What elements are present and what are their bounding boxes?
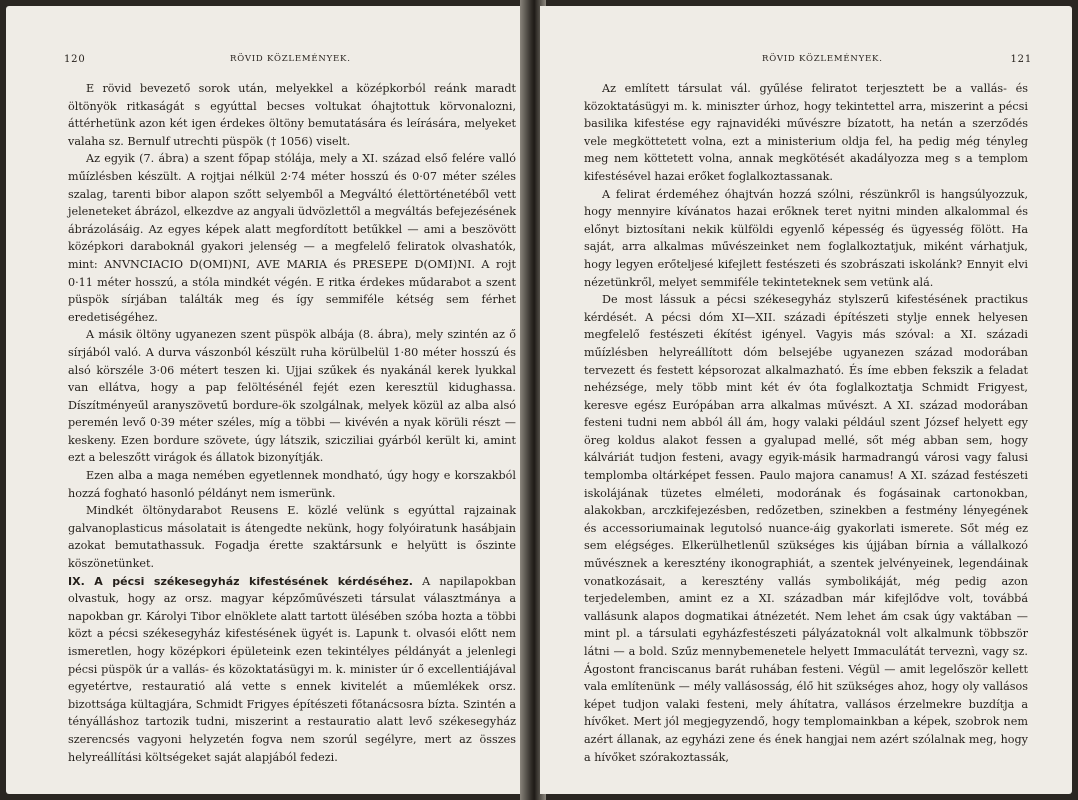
left-paragraph-2: Az egyik (7. ábra) a szent főpap stólája, mely a XI. század első felére valló műízlésben készült. A rojtjai nélkül 2·74 méter hosszú és 0·07 méter széles szalag, tarenti bibor alapon szőtt selyemből a Megváltó élettörténetéből vett jeleneteket ábrázol, elkezdve az angyali üdvözlettől a megváltás befejezésének ábrázolásáig. Az egyes képek alatt megfordított betűkkel — ami a beszövött középkori daraboknál gyakori jelenség — a megfelelő feliratok olvashatók, mint: ANVNCIACIO D(OMI)NI, AVE MARIA és PRESEPE D(OMI)NI. A rojt 0·11 méter hosszú, a stóla mindkét végén. E ritka érdekes műdarabot a szent püspök sírjában találták meg és így semmiféle kétség sem férhet eredetiségéhez. bbox=[68, 152, 517, 324]
left-page bbox=[6, 6, 526, 794]
left-page-number: 120 bbox=[64, 54, 86, 65]
right-paragraph-3: De most lássuk a pécsi székesegyház stylszerű kifestésének practikus kérdését. A pécsi dóm XI—XII. századi építészeti stylje ennek helyesen megfelelő festészeti ékítést igényel. Vagyis más szóval: a XI. századi műízlésben helyreállított dóm belsejébe ugyanezen század modorában tervezett és festett képsorozat alkalmazható. És íme ebben fekszik a feladat nehézsége, mely több mint két év óta foglalkoztatja Schmidt Frigyest, keresve egész Európában arra alkalmas művészt. A XI. század modorában festeni tudni nem abból áll ám, hogy valaki például szent József helyett egy öreg koldus alakot fessen a gyalupad mellé, sőt még abban sem, hogy kálváriát tudjon festeni, avagy egyik-másik harmadrangú városi vagy falusi templomba oltárképet fessen. Paulo majora canamus! A XI. század festészeti iskolájának tüzetes elméleti, modorának és fogásainak cartonokban, alakokban, arczkifejezésben, redőzetben, szinekben a festmény lényegének és accessoriumainak legutolsó nuance-áig gyakorlati ismerete. Sőt még ez sem elégséges. Elkerülhetlenűl szükséges kis újjában bírnia a vállalkozó művésznek a keresztény ikonographiát, a szentek jelvényeinek, legendáinak vonatkozásait, a keresztény vallás symbolikáját, még pedig azon terjedelemben, amint ez a XI. században már kifejlődve volt, továbbá vallásunk alapos dogmatikai átnézetét. Nem lehet ám csak úgy vaktában — mint pl. a társulati egyházfestészeti pályázatoknál volt alkalmunk többször látni — a bold. Szűz mennybemenetele helyett Immaculátát terveznì, vagy sz. Ágostont franciscanus barát ruhában festeni. Végül — amit legelőször kellett vala említenünk — mély vallásosság, élő hit szükséges ahoz, hogy oly vallásos képet tudjon valaki festeni, mely áhítatra, vallásos érzelmekre buzdítja a hívőket. Mert jól megjegyzendő, hogy templomainkban a képek, szobrok nem azért állanak, az egyházi zene és ének hangjai nem azért szólalnak meg, hogy a hívőket szórakoztassák, bbox=[584, 293, 1028, 764]
section-ix-paragraph bbox=[68, 573, 516, 767]
right-page-number: 121 bbox=[1010, 54, 1032, 65]
left-page-text bbox=[68, 80, 516, 766]
section-ix-title: IX. A pécsi székesegyház kifestésének kérdéséhez. bbox=[68, 574, 413, 588]
left-paragraph-4: Ezen alba a maga nemében egyetlennek mondható, úgy hogy e korszakból hozzá fogható hasonló példányt nem ismerünk. bbox=[68, 469, 516, 500]
left-running-head: RÖVID KÖZLEMÉNYEK. bbox=[230, 54, 351, 64]
right-paragraph-1: Az említett társulat vál. gyűlése feliratot terjesztett be a vallás- és közoktatásügyi m. k. miniszter úrhoz, hogy tekintettel arra, miszerint a pécsi basilika kifestése egy rajnavidéki művészre bízatott, ha netán a szerződés vele megköttetett volna, ezt a ministerium oldja fel, ha pedig még tényleg meg nem köttetett volna, annak megkötését akadályozza meg s a templom kifestésével hazai erőket foglalkoztassanak. bbox=[584, 82, 1028, 183]
left-paragraph-5: Mindkét öltönydarabot Reusens E. közlé velünk s egyúttal rajzainak galvanoplasticus másolatait is átengedte nekünk, hogy folyóiratunk hasábjain azokat bemutathassuk. Fogadja érette szaktársunk e helyütt is őszinte köszönetünket. bbox=[68, 504, 516, 571]
right-paragraph-2: A felirat érdeméhez óhajtván hozzá szólni, részünkről is hangsúlyozzuk, hogy mennyire kívánatos hazai erőknek teret nyitni minden alkalommal és előnyt biztosítani nekik külföldi egyenlő képesség és ügyesség fölött. Ha saját, arra alkalmas művészeinket nem foglalkoztatjuk, miként várhatjuk, hogy legyen erőteljesé kifejlett festészeti és szobrászati iskolánk? Ennyit elvi nézetünkről, melyet semmiféle tekinteteknek sem vetünk alá. bbox=[584, 187, 1028, 289]
section-ix-body: A napilapokban olvastuk, hogy az orsz. magyar képzőművészeti társulat választmánya a napokban gr. Károlyi Tibor elnöklete alatt tartott ülésében szóba hozta a többi közt a pécsi székesegyház kifestésének ügyét is. Lapunk t. olvasói előtt nem ismeretlen, hogy középkori épületeink ezen tekintélyes példányát a jelenlegi pécsi püspök úr a vallás- és közoktatásügyi m. k. minister úr ő excellentiájával egyetértve, restauratió alá vette s ennek kivitelét a műemlékek orsz. bizottsága kültagjára, Schmidt Frigyes építészeti főtanácsosra bízta. Szintén a tényálláshoz tartozik tudni, miszerint a restauratio alatt levő székesegyház szerencsés vagyoni helyzetén fogva nem szorúl segélyre, mert az összes helyreállítási költségeket saját alapjából fedezi. bbox=[68, 574, 516, 764]
left-paragraph-1: E rövid bevezető sorok után, melyekkel a középkorból reánk maradt öltönyök ritkaságát s egyúttal becses voltukat óhajtottuk körvonalozni, áttérhetünk azon két igen érdekes öltöny bemutatására és leírására, melyeket valaha sz. Bernulf utrechti püspök († 1056) viselt. bbox=[68, 82, 516, 148]
left-paragraph-3: A másik öltöny ugyanezen szent püspök albája (8. ábra), mely szintén az ő sírjából való. A durva vászonból készült ruha körülbelül 1·80 méter hosszú és alsó körszéle 3·06 métert teszen ki. Ujjai szűkek és nyakánál kerek lyukkal van ellátva, hogy a pap felöltésénél fejét ezen keresztül kidughassa. Díszítményeűl aranyszövetű bordure-ök szolgálnak, melyek közül az alba alsó peremén levő 0·39 méter széles, míg a többi — kivévén a nyak körüli részt — keskeny. Ezen bordure szövete, úgy látszik, szicziliai gyárból került ki, amint ezt a beleszőtt virágok és állatok bizonyítják. bbox=[68, 328, 516, 465]
right-running-head: RÖVID KÖZLEMÉNYEK. bbox=[762, 54, 883, 64]
right-page bbox=[540, 6, 1072, 794]
right-page-text bbox=[584, 80, 1028, 766]
